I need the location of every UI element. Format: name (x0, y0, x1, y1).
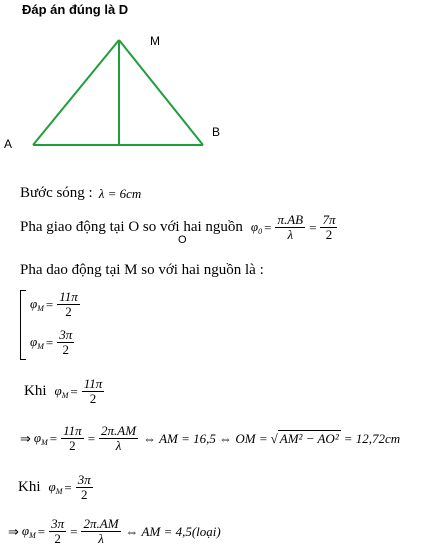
side-am (33, 40, 119, 145)
system-frac2: $\frac{3\pi}{2}$ (59, 327, 73, 357)
phase-o-frac2: $\frac{7\pi}{2}$ (322, 212, 336, 242)
phase-m-heading: Pha dao động tại M so với hai nguồn là : (20, 262, 264, 278)
label-a: A (4, 137, 13, 151)
wavelength-line: Bước sóng : λ = 6cm (20, 185, 142, 201)
phase-o-line: Pha giao động tại O so với hai nguồn $\varphi_0$ = $\frac{\pi.AB}{\lambda}$ = $\frac{7\pi}{2}$ (20, 212, 336, 242)
phase-system: $\varphi_M$ = $\frac{11\pi}{2}$ $\varphi_M$ = $\frac{3\pi}{2}$ (20, 288, 100, 362)
system-frac1: $\frac{11\pi}{2}$ (59, 289, 78, 319)
side-bm (119, 40, 203, 145)
label-o: O (178, 234, 187, 246)
triangle-figure (0, 20, 445, 180)
case1-condition: Khi $\varphi_M$ = $\frac{11\pi}{2}$ (24, 376, 103, 406)
label-m: M (150, 34, 160, 48)
system-bracket (20, 290, 26, 360)
case1-derivation: ⇒ $\varphi_M$ = $\frac{11\pi}{2}$ = $\frac{2\pi.AM}{\lambda}$ ⇔ AM = 16,5 ⇔ OM = √ AM² − AO² = 12,72cm (20, 423, 401, 453)
case2-derivation: ⇒ $\varphi_M$ = $\frac{3\pi}{2}$ = $\frac{2\pi.AM}{\lambda}$ ⇔ AM = 4,5(loại) (8, 516, 221, 546)
case2-frac: $\frac{3\pi}{2}$ (77, 472, 91, 502)
case1-root: AM² − AO² (279, 431, 339, 446)
case2-condition: Khi $\varphi_M$ = $\frac{3\pi}{2}$ (18, 472, 91, 502)
case1-frac: $\frac{11\pi}{2}$ (83, 376, 103, 406)
answer-header: Đáp án đúng là D (22, 2, 129, 17)
label-b: B (212, 125, 221, 139)
phase-o-frac1: $\frac{\pi.AB}{\lambda}$ (277, 212, 304, 242)
